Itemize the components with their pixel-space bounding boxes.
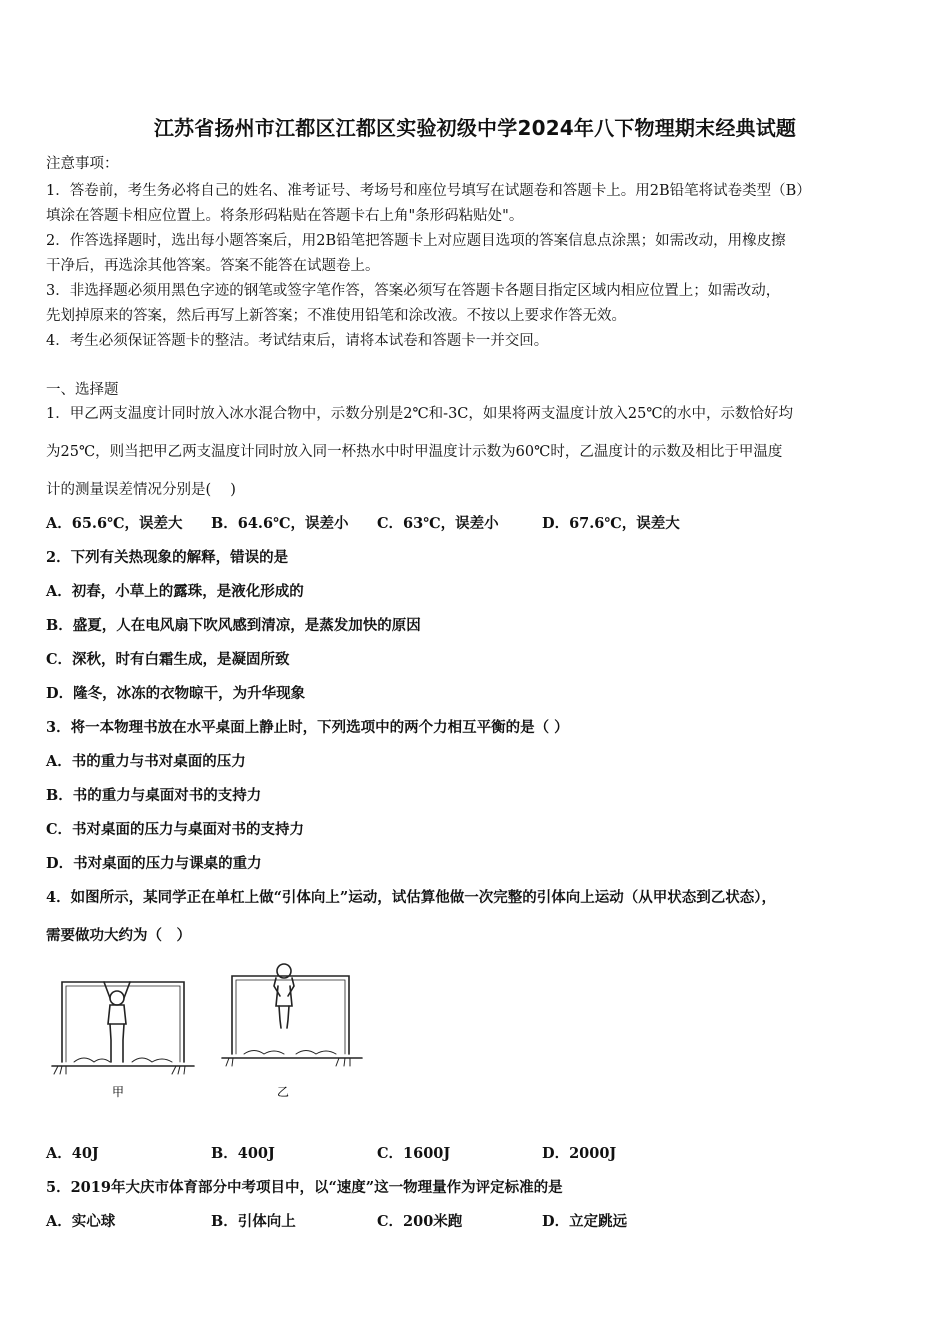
section-heading: 一、选择题 xyxy=(46,382,119,398)
notice-line: 干净后，再选涂其他答案。答案不能答在试题卷上。 xyxy=(46,258,380,274)
q5-option-c[interactable]: C．200米跑 xyxy=(377,1213,463,1230)
figure-label-jia: 甲 xyxy=(112,1085,125,1099)
pullup-figure xyxy=(44,962,364,1112)
q1-stem: 1．甲乙两支温度计同时放入冰水混合物中，示数分别是2℃和-3C，如果将两支温度计放入25℃的水中，示数恰好均 xyxy=(46,406,794,422)
q4-option-b[interactable]: B．400J xyxy=(211,1145,275,1162)
q3-option-b[interactable]: B．书的重力与桌面对书的支持力 xyxy=(46,787,262,804)
q3-option-c[interactable]: C．书对桌面的压力与桌面对书的支持力 xyxy=(46,821,305,838)
notice-line: 3．非选择题必须用黑色字迹的钢笔或签字笔作答，答案必须写在答题卡各题目指定区域内相应位置上；如需改动， xyxy=(46,283,781,299)
q1-stem: 计的测量误差情况分别是( ) xyxy=(46,482,236,498)
q5-stem: 5．2019年大庆市体育部分中考项目中，以“速度”这一物理量作为评定标准的是 xyxy=(46,1179,563,1196)
notice-line: 先划掉原来的答案，然后再写上新答案；不准使用铅笔和涂改液。不按以上要求作答无效。 xyxy=(46,308,626,324)
q4-stem: 4．如图所示，某同学正在单杠上做“引体向上”运动，试估算他做一次完整的引体向上运动（从甲状态到乙状态）， xyxy=(46,889,777,906)
q1-stem: 为25℃，则当把甲乙两支温度计同时放入同一杯热水中时甲温度计示数为60℃时，乙温度计的示数及相比于甲温度 xyxy=(46,444,783,460)
q5-option-b[interactable]: B．引体向上 xyxy=(211,1213,296,1230)
q1-option-b[interactable]: B．64.6℃，误差小 xyxy=(211,515,349,532)
notice-line: 填涂在答题卡相应位置上。将条形码粘贴在答题卡右上角"条形码粘贴处"。 xyxy=(46,208,524,224)
q5-option-a[interactable]: A．实心球 xyxy=(46,1213,116,1230)
q4-option-d[interactable]: D．2000J xyxy=(542,1145,617,1162)
q3-stem: 3．将一本物理书放在水平桌面上静止时，下列选项中的两个力相互平衡的是（ ） xyxy=(46,719,569,736)
notice-line: 4．考生必须保证答题卡的整洁。考试结束后，请将本试卷和答题卡一并交回。 xyxy=(46,333,549,349)
q1-option-c[interactable]: C．63℃，误差小 xyxy=(377,515,499,532)
page-title: 江苏省扬州市江都区江都区实验初级中学2024年八下物理期末经典试题 xyxy=(153,116,797,140)
notice-heading: 注意事项： xyxy=(46,156,119,172)
q2-option-c[interactable]: C．深秋，时有白霜生成，是凝固所致 xyxy=(46,651,290,668)
q3-option-a[interactable]: A．书的重力与书对桌面的压力 xyxy=(46,753,246,770)
q2-option-d[interactable]: D．隆冬，冰冻的衣物晾干，为升华现象 xyxy=(46,685,306,702)
q2-option-b[interactable]: B．盛夏，人在电风扇下吹风感到清凉，是蒸发加快的原因 xyxy=(46,617,421,634)
q1-option-d[interactable]: D．67.6℃，误差大 xyxy=(542,515,680,532)
q3-option-d[interactable]: D．书对桌面的压力与课桌的重力 xyxy=(46,855,262,872)
q2-option-a[interactable]: A．初春，小草上的露珠，是液化形成的 xyxy=(46,583,304,600)
q2-stem: 2．下列有关热现象的解释，错误的是 xyxy=(46,549,289,566)
q5-option-d[interactable]: D．立定跳远 xyxy=(542,1213,628,1230)
q4-option-c[interactable]: C．1600J xyxy=(377,1145,451,1162)
q1-option-a[interactable]: A．65.6℃，误差大 xyxy=(46,515,183,532)
notice-line: 1．答卷前，考生务必将自己的姓名、准考证号、考场号和座位号填写在试题卷和答题卡上。用2B铅笔将试卷类型（B） xyxy=(46,183,811,199)
figure-label-yi: 乙 xyxy=(277,1085,290,1099)
q4-option-a[interactable]: A．40J xyxy=(46,1145,99,1162)
notice-line: 2．作答选择题时，选出每小题答案后，用2B铅笔把答题卡上对应题目选项的答案信息点涂黑；如需改动，用橡皮擦 xyxy=(46,233,786,249)
q4-stem: 需要做功大约为（ ） xyxy=(46,927,191,944)
